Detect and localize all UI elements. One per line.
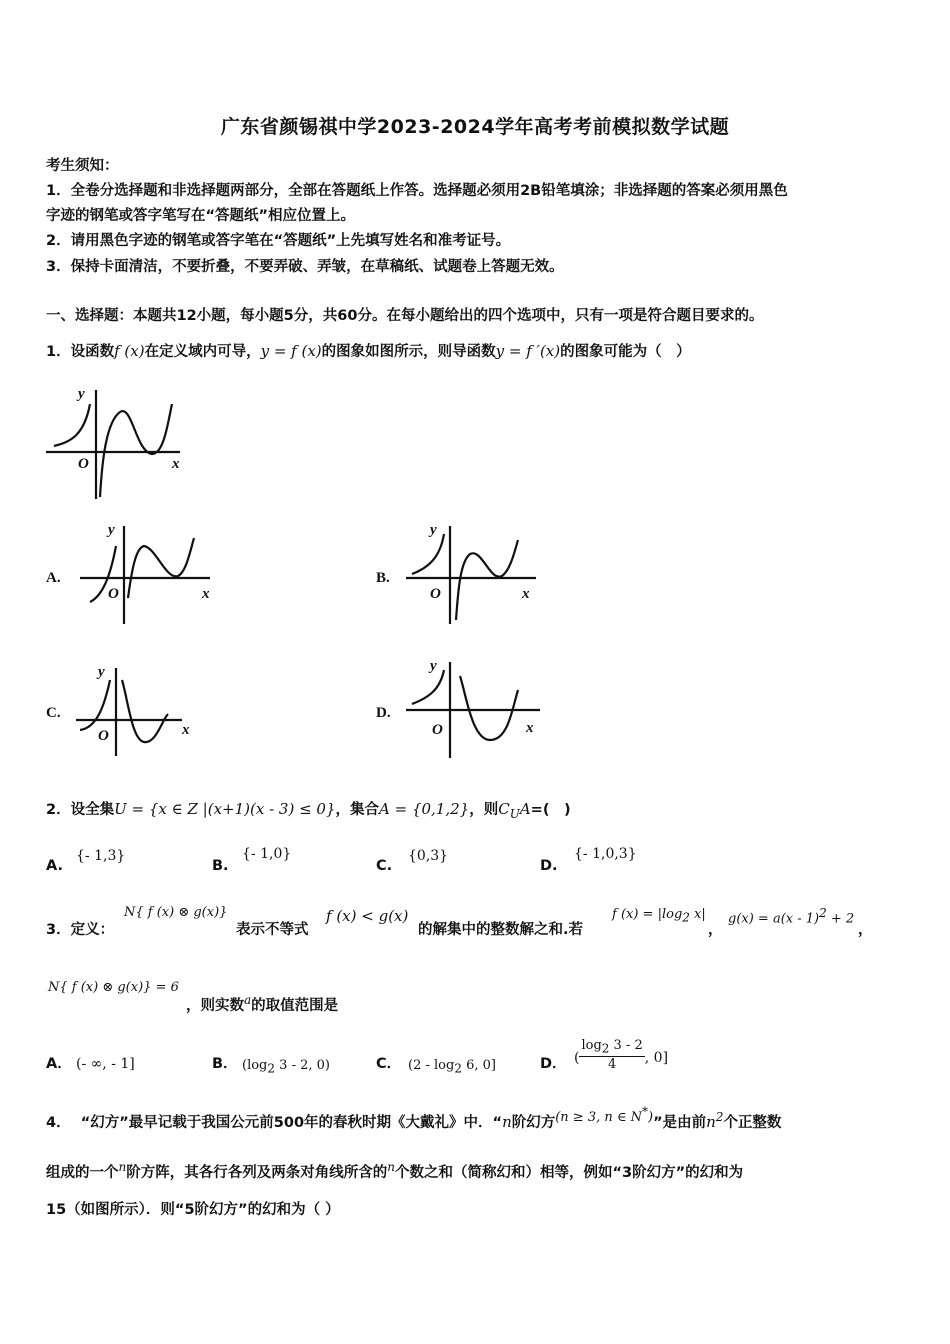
q1-yfp: y = f ′(x): [495, 342, 561, 360]
q3-option-b-rest: 3 - 2, 0): [275, 1058, 330, 1073]
notice-item: 字迹的钢笔或答字笔写在“答题纸”相应位置上。: [46, 208, 356, 224]
q3-text-b: 的取值范围是: [251, 997, 339, 1014]
q3-option-c-rest: 6, 0]: [461, 1058, 496, 1073]
q2-option-b[interactable]: [212, 858, 229, 874]
q1-stem: [46, 340, 691, 361]
q3-option-d-denominator: 4: [607, 1056, 617, 1072]
q3-n-equals: N{ f (x) ⊗ g(x)} = 6: [48, 980, 179, 995]
q1-option-a-graph[interactable]: [72, 518, 222, 628]
q4-number: 4．: [46, 1114, 71, 1131]
axis-x-label: x: [172, 456, 180, 472]
svg-text:O: O: [432, 722, 443, 738]
q4-cond-end: ): [648, 1109, 654, 1125]
q2-option-c[interactable]: [376, 858, 392, 874]
q1-text: 的图象如图所示，则导函数: [321, 344, 496, 360]
q1-main-graph: [40, 382, 200, 507]
q1-option-a-label[interactable]: A.: [46, 570, 61, 586]
q4-var-n: n: [118, 1160, 127, 1174]
curve-left: [54, 404, 90, 446]
q1-f: f (x): [114, 342, 145, 360]
q3-option-b[interactable]: B．: [212, 1056, 238, 1072]
q4-var-n2-sup: 2: [715, 1110, 724, 1124]
q4-line1: [46, 1104, 782, 1132]
svg-text:x: x: [522, 586, 530, 602]
svg-text:O: O: [108, 586, 119, 602]
q3-option-d-fraction: [579, 1038, 644, 1072]
q3-gx-sup: 2: [819, 906, 827, 920]
section-heading: 一、选择题：本题共12小题，每小题5分，共60分。在每小题给出的四个选项中，只有一项是符合题目要求的。: [46, 308, 764, 324]
svg-text:y: y: [98, 664, 105, 680]
q2-option-a-value: {- 1,3}: [76, 848, 126, 864]
q3-option-c-value: [408, 1058, 496, 1076]
q4-line2: [46, 1160, 743, 1182]
q3-option-d-value: [574, 1038, 668, 1072]
q2-complement-sub: U: [509, 806, 520, 821]
q3-option-c-sub: 2: [454, 1061, 462, 1076]
q2-option-c-value: {0,3}: [408, 848, 449, 864]
q3-option-c-text: (2 - log: [408, 1058, 455, 1073]
q2-text: ，集合: [335, 802, 380, 818]
notice-heading: 考生须知：: [46, 158, 119, 174]
page-title: 广东省颜锡祺中学2023-2024学年高考考前模拟数学试题: [220, 116, 730, 138]
svg-text:x: x: [182, 722, 190, 738]
q2-option-label: B.: [212, 858, 229, 874]
q4-text: 个正整数: [723, 1114, 782, 1131]
q3-option-c[interactable]: C．: [376, 1056, 402, 1072]
q4-var-n: n: [387, 1160, 395, 1174]
q2-set-u: U = {x ∈ Z |(x+1)(x - 3) ≤ 0}: [114, 800, 336, 818]
q2-text: ，则: [469, 802, 499, 818]
q3-number: 3．定义：: [46, 922, 115, 938]
q2-text: =( ): [530, 802, 571, 818]
q1-number: 1．设函数: [46, 344, 115, 360]
q2-complement: C: [498, 800, 510, 818]
q3-gx-text: g(x) = a(x - 1): [728, 911, 820, 927]
q3-n-def: N{ f (x) ⊗ g(x)}: [124, 905, 228, 920]
notice-item: 3．保持卡面清洁，不要折叠，不要弄破、弄皱，在草稿纸、试题卷上答题无效。: [46, 259, 564, 275]
q4-text: 组成的一个: [46, 1164, 119, 1181]
q2-option-label: D.: [540, 858, 558, 874]
q2-option-d[interactable]: [540, 858, 558, 874]
svg-text:y: y: [430, 658, 437, 674]
q4-text: ”是由前: [653, 1114, 707, 1131]
q2-option-label: A.: [46, 858, 63, 874]
q3-fx-end: x|: [689, 907, 706, 922]
q4-line3: 15（如图所示）．则“5阶幻方”的幻和为（ ）: [46, 1202, 340, 1218]
notice-item: 2．请用黑色字迹的钢笔或答字笔在“答题纸”上先填写姓名和准考证号。: [46, 233, 511, 249]
q1-option-b-graph[interactable]: [398, 518, 548, 628]
axis-y-label: y: [78, 386, 85, 402]
q2-option-label: C.: [376, 858, 393, 874]
q2-option-a[interactable]: [46, 858, 63, 874]
q2-option-d-value: {- 1,0,3}: [574, 846, 637, 862]
q2-option-b-value: {- 1,0}: [242, 846, 292, 862]
q3-option-d-numerator: [579, 1038, 644, 1057]
q3-text-a: ，则实数: [186, 997, 244, 1014]
svg-text:x: x: [202, 586, 210, 602]
svg-text:x: x: [526, 720, 534, 736]
q3-option-b-text: (log: [242, 1058, 268, 1073]
q4-text: 阶方阵，其各行各列及两条对角线所含的: [126, 1164, 388, 1181]
q1-option-b-label[interactable]: B.: [376, 570, 390, 586]
q2-number: 2．设全集: [46, 802, 115, 818]
q3-text: 的解集中的整数解之和.若: [418, 922, 584, 938]
q4-cond-text: (n ≥ 3, n ∈ N: [555, 1109, 643, 1125]
q1-option-c-label[interactable]: C.: [46, 705, 61, 721]
svg-text:O: O: [98, 728, 109, 744]
q3-var-a: a: [244, 993, 252, 1007]
q3-option-d-pre: (: [574, 1050, 580, 1066]
svg-text:y: y: [108, 522, 115, 538]
q3-fx: [612, 907, 706, 925]
q3-option-d[interactable]: D．: [540, 1056, 567, 1072]
svg-text:O: O: [430, 586, 441, 602]
q3-option-b-value: [242, 1058, 330, 1076]
q3-option-d-post: , 0]: [644, 1050, 669, 1066]
q3-option-a-value: (- ∞, - 1]: [76, 1056, 135, 1072]
q3-fx-sub: 2: [682, 910, 690, 925]
q3-comma: ，: [858, 922, 873, 938]
curve-right: [100, 404, 172, 497]
q1-option-d-label[interactable]: D.: [376, 705, 391, 721]
q2-set-a: A = {0,1,2}: [379, 800, 470, 818]
q3-option-a[interactable]: A．: [46, 1056, 72, 1072]
notice-item: 1．全卷分选择题和非选择题两部分，全部在答题纸上作答。选择题必须用2B铅笔填涂；非选择题的答案必须用黑色: [46, 183, 788, 199]
q2-complement-set: A: [519, 800, 531, 818]
q4-var-n: n: [502, 1112, 512, 1131]
q3-inequality: f (x) < g(x): [326, 907, 409, 925]
q3-option-b-sub: 2: [267, 1061, 276, 1076]
q3-num-text: log: [581, 1038, 602, 1053]
q3-num-rest: 3 - 2: [609, 1038, 643, 1053]
q4-condition: [555, 1104, 654, 1125]
q4-text: 阶幻方: [511, 1114, 556, 1131]
q1-yf: y = f (x): [260, 342, 322, 360]
q4-text: 个数之和（简称幻和）相等，例如“3阶幻方”的幻和为: [394, 1164, 744, 1181]
q1-option-c-graph[interactable]: [72, 660, 202, 760]
q2-stem: [46, 798, 571, 821]
q3-gx: [728, 906, 854, 926]
q3-num-sub: 2: [601, 1041, 610, 1056]
q4-var-n2: n: [706, 1112, 716, 1131]
q4-text: “幻方”最早记载于我国公元前500年的春秋时期《大戴礼》中．“: [80, 1114, 503, 1131]
q1-option-d-graph[interactable]: [398, 654, 548, 762]
q4-cond-sup: *: [642, 1104, 649, 1119]
q3-comma: ，: [708, 922, 723, 938]
q3-gx-end: + 2: [826, 911, 855, 927]
q3-text: [186, 993, 338, 1015]
q3-text: 表示不等式: [236, 922, 309, 938]
q1-text: 在定义域内可导，: [144, 344, 261, 360]
origin-label: O: [78, 456, 89, 472]
q1-text: 的图象可能为（ ）: [560, 344, 691, 360]
q3-fx-text: f (x) = |log: [612, 907, 683, 922]
svg-text:y: y: [430, 522, 437, 538]
